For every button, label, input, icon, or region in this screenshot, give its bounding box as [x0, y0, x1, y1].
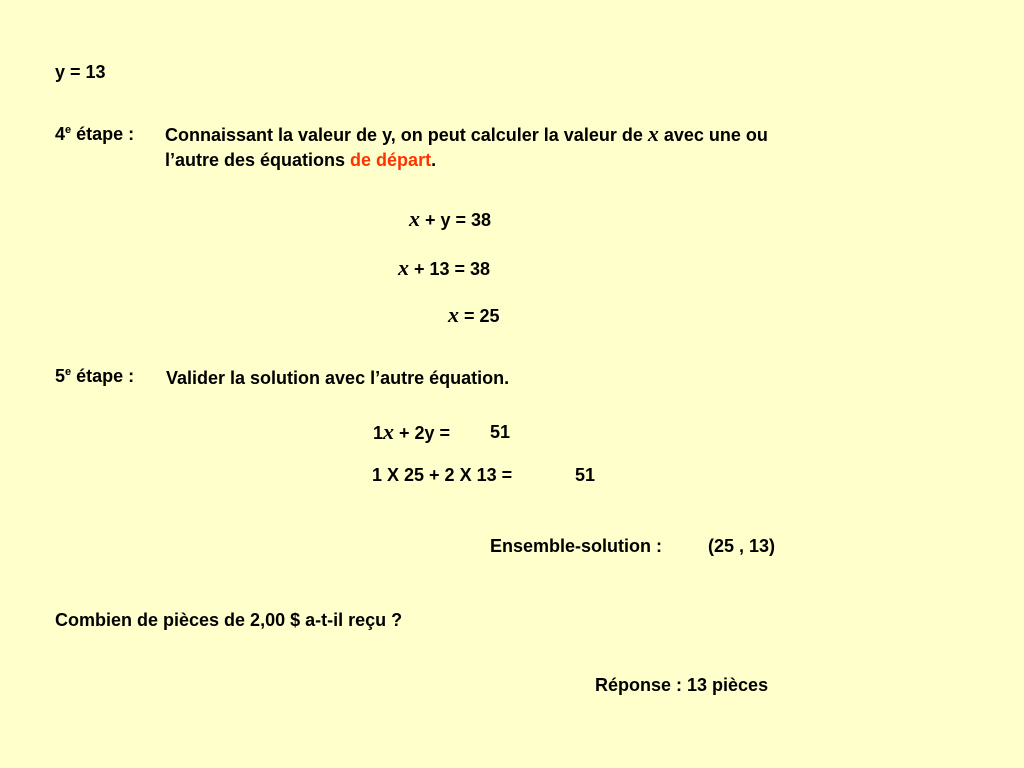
step5-label-text: étape : — [71, 366, 135, 386]
question: Combien de pièces de 2,00 $ a-t-il reçu ? — [55, 610, 403, 630]
solution-set-label: Ensemble-solution : — [490, 536, 663, 556]
equation-2-rest: + 13 = 38 — [409, 259, 491, 279]
step5-number: 5 — [55, 366, 66, 386]
verification-equation — [373, 421, 450, 444]
step5-superscript: e — [65, 366, 72, 378]
verification-substitution: 1 X 25 + 2 X 13 = — [372, 465, 513, 485]
equation-2 — [398, 257, 490, 280]
step4-line2-start: l’autre des équations — [165, 150, 351, 170]
equation-3-rest: = 25 — [459, 306, 500, 326]
highlight-de-depart: de départ — [350, 150, 432, 170]
variable-x: x — [448, 302, 459, 327]
variable-x: x — [409, 206, 420, 231]
step4-text-line2 — [165, 149, 436, 171]
coefficient: 1 — [373, 423, 384, 443]
variable-x: x — [398, 255, 409, 280]
variable-x: x — [383, 419, 395, 444]
equation-3 — [448, 304, 500, 327]
step5-text: Valider la solution avec l’autre équation. — [166, 368, 510, 388]
answer: Réponse : 13 pièces — [595, 675, 769, 695]
verification-equation-value: 51 — [490, 422, 511, 442]
step4-line2-end: . — [431, 150, 437, 170]
solution-set-value: (25 , 13) — [708, 536, 776, 556]
verification-equation-rest: + 2y = — [394, 423, 451, 443]
variable-x: x — [647, 121, 659, 146]
step4-line1-start: Connaissant la valeur de y, on peut calculer la valeur de — [165, 125, 648, 145]
step4-line1-end: avec une ou — [658, 125, 768, 145]
verification-substitution-value: 51 — [575, 465, 596, 485]
step3-result: y = 13 — [55, 62, 106, 82]
step4-text-line1 — [165, 123, 768, 146]
step4-number: 4 — [55, 124, 66, 144]
step5-label — [55, 365, 134, 387]
step4-superscript: e — [65, 124, 72, 136]
step4-label-text: étape : — [71, 124, 135, 144]
equation-1 — [409, 208, 491, 231]
equation-1-rest: + y = 38 — [420, 210, 492, 230]
step4-label — [55, 123, 134, 145]
